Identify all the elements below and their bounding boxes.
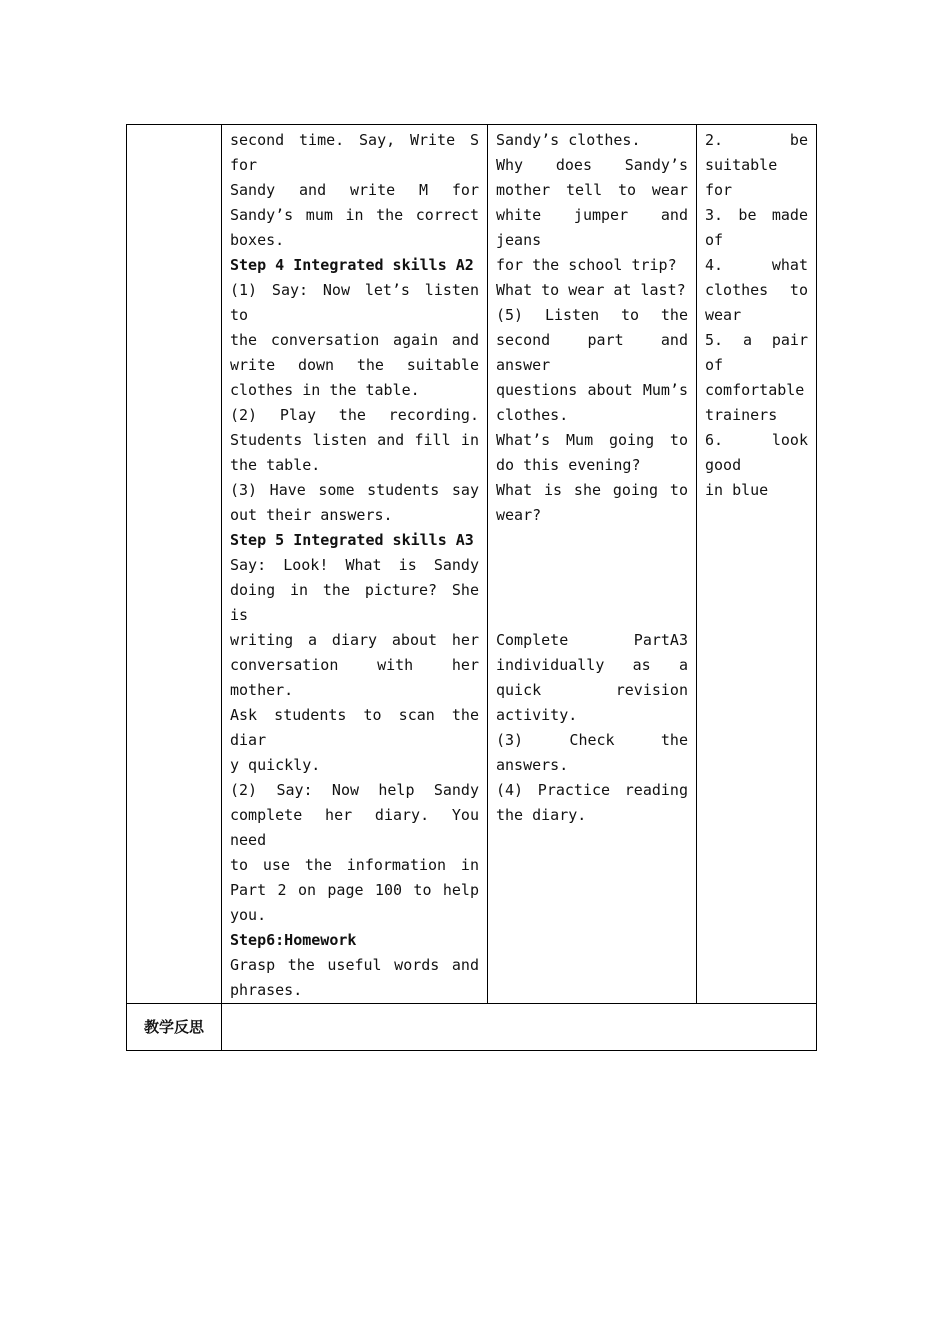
stage-cell — [127, 125, 222, 1004]
text-line: clothes to — [705, 281, 808, 299]
text-line: 5. a pair of — [705, 331, 808, 374]
text-line: individually as a — [496, 656, 688, 674]
text-line: in blue — [705, 481, 769, 499]
text-line: (3) Have some students say — [230, 481, 479, 499]
text-line: 4. what — [705, 256, 808, 274]
text-line: out their answers. — [230, 506, 393, 524]
text-line: (2) Play the recording. — [230, 406, 479, 424]
text-line: (4) Practice reading — [496, 781, 688, 799]
text-line: phrases. — [230, 981, 303, 999]
text-line: 3. be made — [705, 206, 808, 224]
text-line: writing a diary about her — [230, 631, 479, 649]
text-line: Students listen and fill in — [230, 431, 479, 449]
step-6-heading: Step6:Homework — [230, 931, 357, 949]
text-line: Why does Sandy’s — [496, 156, 688, 174]
text-line: What is she going to — [496, 481, 688, 499]
text-line: wear? — [496, 506, 542, 524]
teacher-activity-cell — [222, 125, 488, 1004]
text-line: to use the information in — [230, 856, 479, 874]
text-line: doing in the picture? She is — [230, 581, 479, 624]
text-line: the conversation again and — [230, 331, 479, 349]
lesson-plan-table — [126, 124, 817, 1051]
text-line: write down the suitable — [230, 356, 479, 374]
text-line: 6. look good — [705, 431, 808, 474]
text-line: Say: Look! What is Sandy — [230, 556, 479, 574]
text-line: second part and answer — [496, 331, 688, 374]
text-line: conversation with her mother. — [230, 656, 479, 699]
reflection-row — [127, 1004, 817, 1051]
text-line: of — [705, 231, 724, 249]
text-line: second time. Say, Write S for — [230, 131, 479, 174]
text-line: the table. — [230, 456, 321, 474]
spacer — [496, 528, 688, 578]
text-line: quick revision — [496, 681, 688, 699]
text-line: for the school trip? — [496, 256, 677, 274]
text-line: complete her diary. You need — [230, 806, 479, 849]
text-line: trainers — [705, 406, 778, 424]
procedure-row — [127, 125, 817, 1004]
text-line: What to wear at last? — [496, 281, 686, 299]
text-line: Sandy’s mum in the correct — [230, 206, 479, 224]
text-line: y quickly. — [230, 756, 321, 774]
text-line: mother tell to wear — [496, 181, 688, 199]
text-line: Sandy’s clothes. — [496, 131, 641, 149]
text-line: suitable for — [705, 156, 778, 199]
text-line: Part 2 on page 100 to help — [230, 881, 479, 899]
text-line: you. — [230, 906, 267, 924]
text-line: do this evening? — [496, 456, 641, 474]
text-line: Grasp the useful words and — [230, 956, 479, 974]
text-line: boxes. — [230, 231, 285, 249]
text-line: white jumper and jeans — [496, 206, 688, 249]
text-line: activity. — [496, 706, 578, 724]
text-line: Complete PartA3 — [496, 631, 688, 649]
text-line: (1) Say: Now let’s listen to — [230, 281, 479, 324]
spacer — [496, 578, 688, 628]
reflection-label: 教学反思 — [127, 1004, 222, 1051]
text-line: clothes. — [496, 406, 569, 424]
reflection-content-cell — [222, 1004, 817, 1051]
text-line: wear — [705, 306, 742, 324]
language-points-cell — [697, 125, 817, 1004]
text-line: Ask students to scan the diar — [230, 706, 479, 749]
text-line: (5) Listen to the — [496, 306, 688, 324]
text-line: clothes in the table. — [230, 381, 420, 399]
text-line: Sandy and write M for — [230, 181, 479, 199]
text-line: (3) Check the answers. — [496, 731, 688, 774]
text-line: (2) Say: Now help Sandy — [230, 781, 479, 799]
text-line: the diary. — [496, 806, 587, 824]
step-5-heading: Step 5 Integrated skills A3 — [230, 531, 474, 549]
text-line: 2. be — [705, 131, 808, 149]
text-line: comfortable — [705, 381, 805, 399]
text-line: questions about Mum’s — [496, 381, 688, 399]
step-4-heading: Step 4 Integrated skills A2 — [230, 256, 474, 274]
student-activity-cell — [488, 125, 697, 1004]
text-line: What’s Mum going to — [496, 431, 688, 449]
